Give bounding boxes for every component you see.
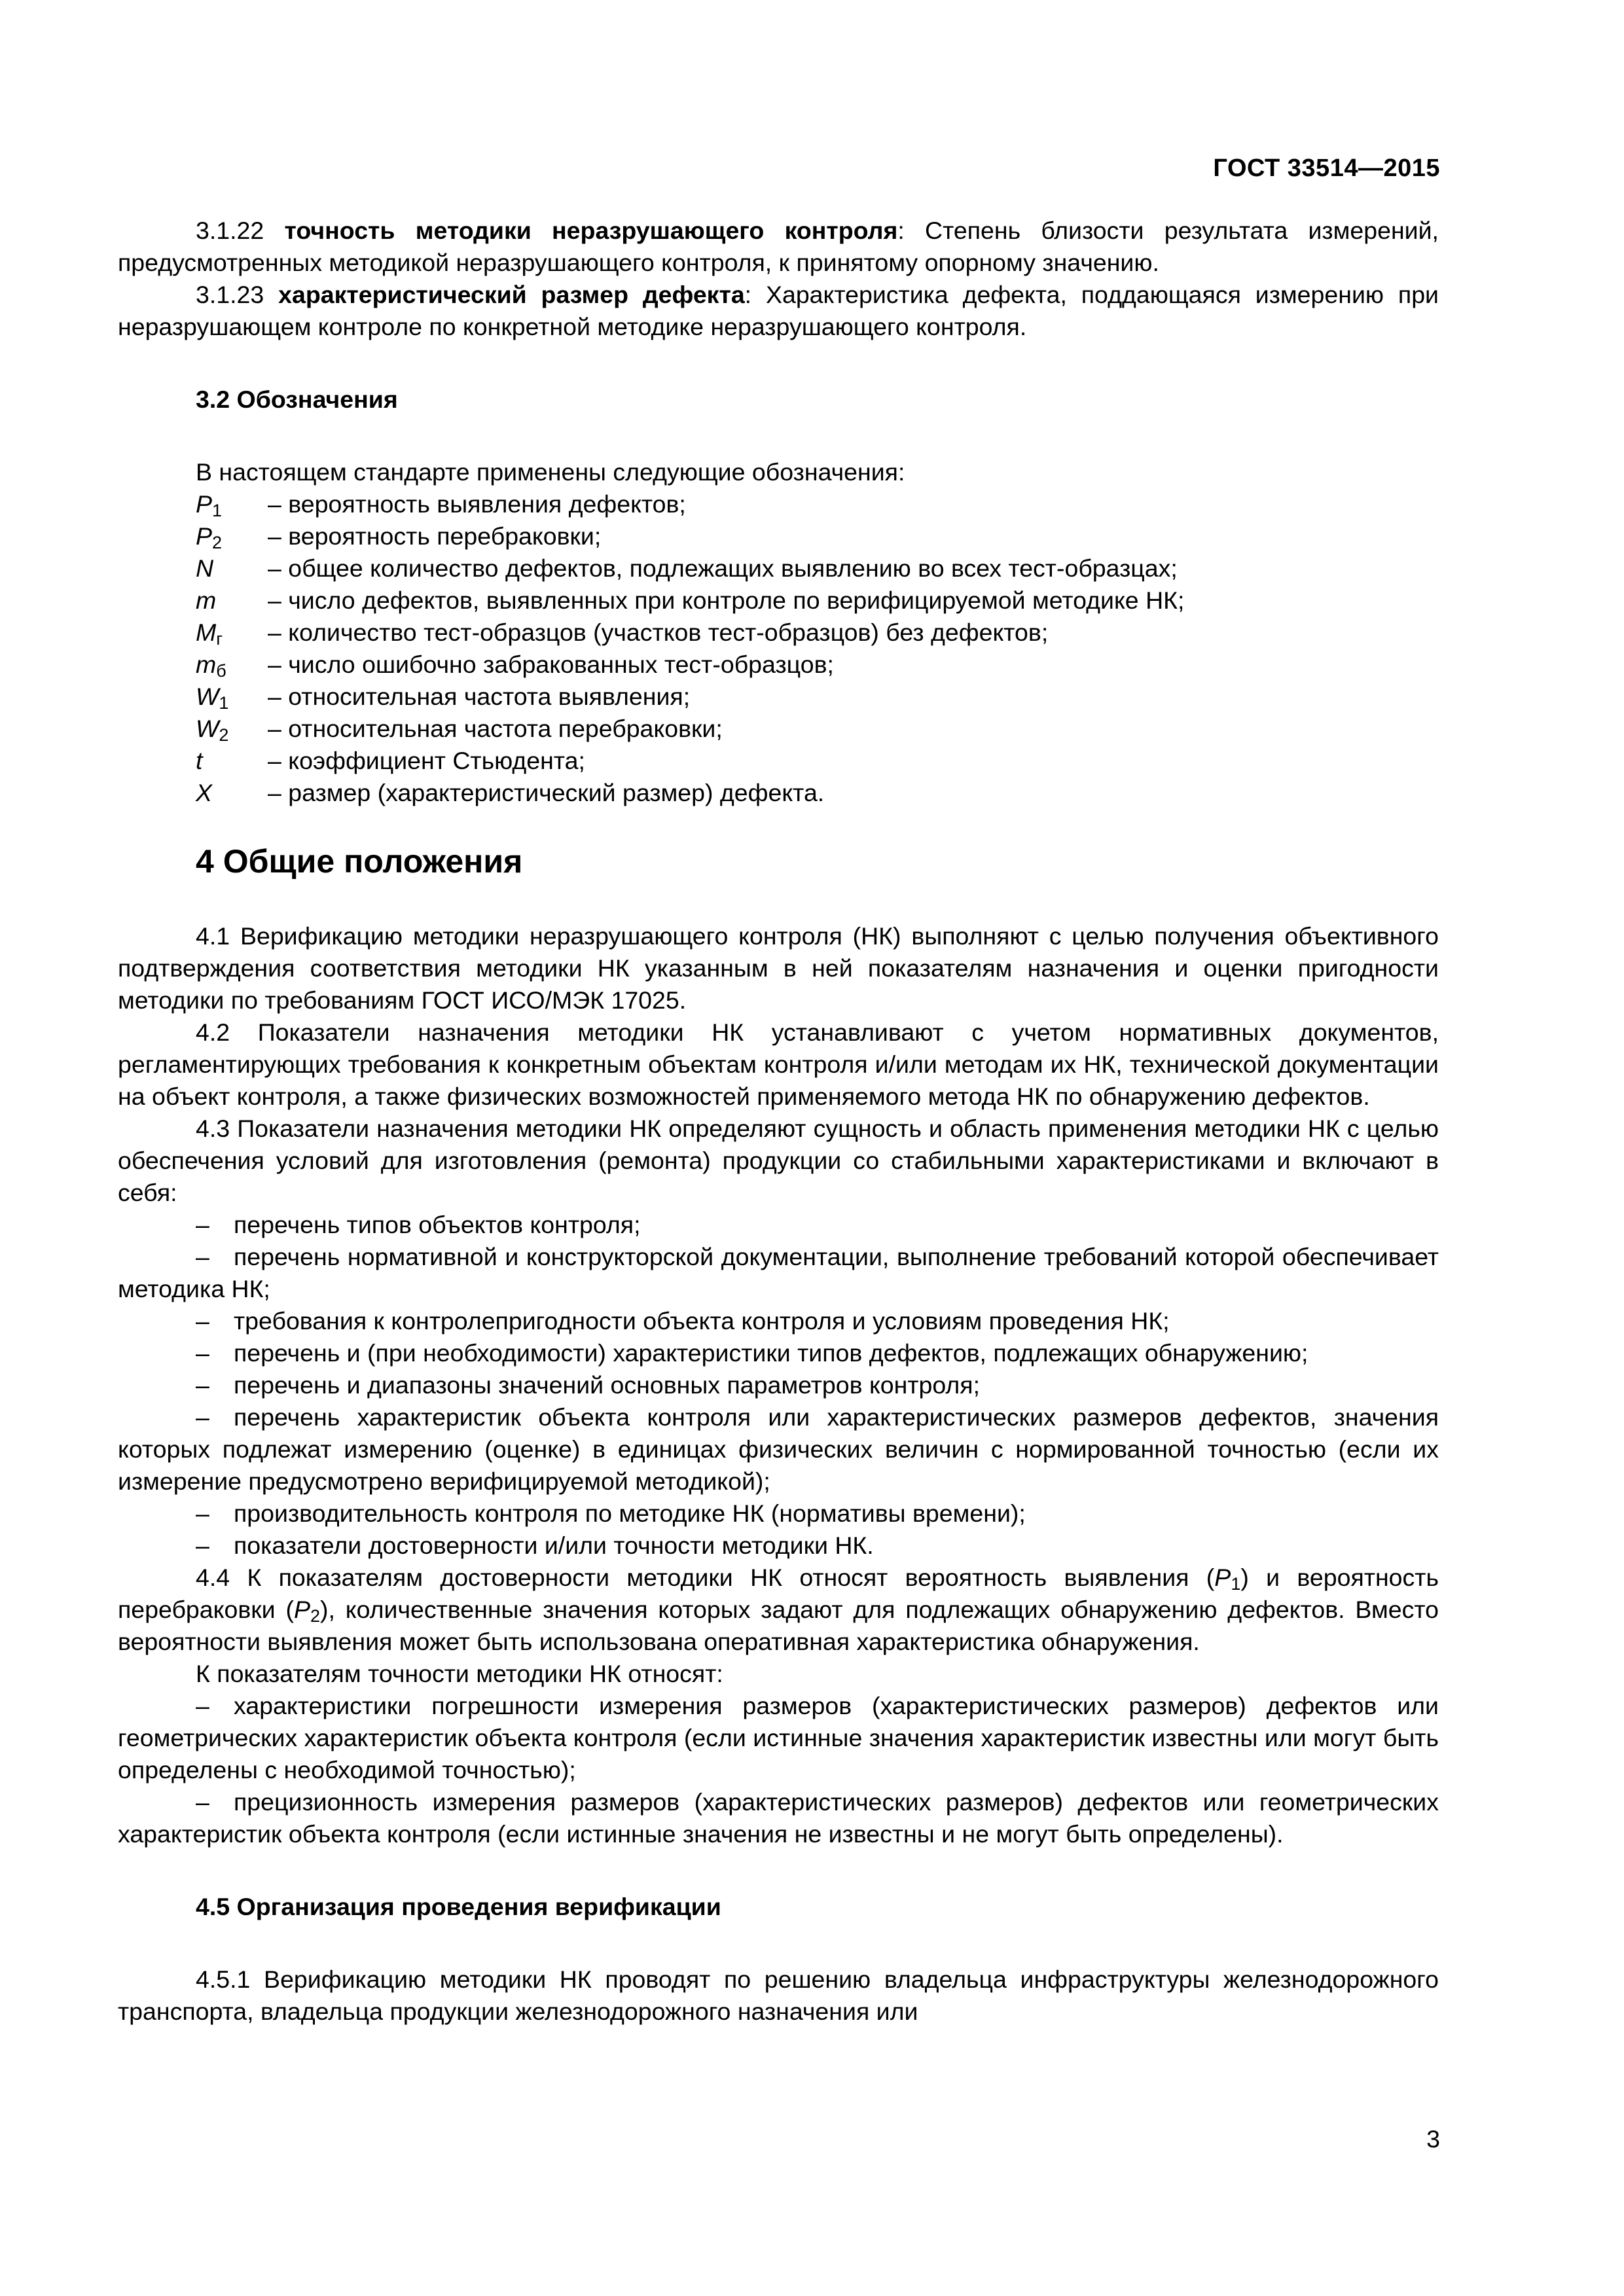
- symbol: $M_г$: [196, 619, 223, 649]
- symbol: $P_1$: [196, 490, 223, 520]
- clause-number: 3.1.23: [196, 281, 264, 308]
- symbol: $P_2$: [196, 522, 223, 552]
- clause-4-5-1: 4.5.1 Верификацию методики НК проводят по решению владельца инфраструктуры железнодорожного транспорта, владельца продукции железнодорожного назначения или: [118, 1965, 1439, 2025]
- symbols-intro: В настоящем стандарте применены следующие обозначения:: [196, 458, 905, 486]
- list-item: – производительность контроля по методике НК (нормативы времени);: [118, 1498, 1439, 1530]
- symbol: m: [196, 586, 217, 614]
- list-item: – перечень и диапазоны значений основных параметров контроля;: [118, 1369, 1439, 1401]
- symbol-description: – вероятность перебраковки;: [268, 522, 602, 550]
- list-item: – перечень типов объектов контроля;: [118, 1209, 1439, 1241]
- list-item: – перечень характеристик объекта контроля или характеристических размеров дефектов, значения которых подлежат измерению (оценке) в единицах физических величин с нормированной точностью (если их измерение предусмотрено верифицируемой методикой);: [118, 1401, 1439, 1498]
- symbol: $W_1$: [196, 683, 229, 713]
- symbol-description: – количество тест-образцов (участков тест-образцов) без дефектов;: [268, 619, 1049, 646]
- symbol-row: [196, 617, 1439, 649]
- symbol-row: [196, 520, 1439, 552]
- accuracy-intro: К показателям точности методики НК относят:: [196, 1660, 723, 1687]
- symbol-row: [196, 777, 1439, 809]
- symbol-description: – общее количество дефектов, подлежащих выявлению во всех тест-образцах;: [268, 554, 1178, 582]
- symbol-row: [196, 745, 1439, 777]
- list-item: – перечень нормативной и конструкторской документации, выполнение требований которой обеспечивает методика НК;: [118, 1241, 1439, 1305]
- list-item: – прецизионность измерения размеров (характеристических размеров) дефектов или геометрических характеристик объекта контроля (если истинные значения не известны и не могут быть определены).: [118, 1786, 1439, 1850]
- list-item: – характеристики погрешности измерения размеров (характеристических размеров) дефектов или геометрических характеристик объекта контроля (если истинные значения характеристик известны или могут быть определены с необходимой точностью);: [118, 1690, 1439, 1786]
- section-3-2-title: 3.2 Обозначения: [196, 386, 398, 413]
- dash-marker: –: [196, 1499, 209, 1527]
- page-number: 3: [1426, 2125, 1440, 2153]
- section-4-5-title: 4.5 Организация проведения верификации: [196, 1893, 721, 1920]
- dash-marker: –: [196, 1339, 209, 1367]
- dash-marker: –: [196, 1211, 209, 1238]
- doc-code-header: ГОСТ 33514—2015: [1213, 154, 1440, 182]
- clause-definition: : Степень близости результата измерений, предусмотренных методикой неразрушающего контроля, к принятому опорному значению.: [118, 217, 1439, 276]
- clause-4-4: 4.4 К показателям достоверности методики НК относят вероятность выявления $(P_1)$ и вероятность перебраковки $(P_2)$, количественные значения которых задают для подлежащих обнаружению дефектов. Вместо вероятности выявления может быть использована оперативная характеристика обнаружения.: [118, 1564, 1439, 1655]
- list-item: – перечень и (при необходимости) характеристики типов дефектов, подлежащих обнаружению;: [118, 1337, 1439, 1369]
- clause-definition: : Характеристика дефекта, поддающаяся измерению при неразрушающем контроле по конкретной методике неразрушающего контроля.: [118, 281, 1439, 340]
- symbol-description: – коэффициент Стьюдента;: [268, 747, 585, 774]
- clause-term: точность методики неразрушающего контроля: [284, 217, 898, 244]
- symbol-description: – вероятность выявления дефектов;: [268, 490, 686, 518]
- symbol-row: [196, 649, 1439, 681]
- list-item: – показатели достоверности и/или точности методики НК.: [118, 1530, 1439, 1562]
- clause-4-3-list: [118, 1209, 1439, 1562]
- symbol-row: [196, 584, 1439, 617]
- clause-term: характеристический размер дефекта: [278, 281, 745, 308]
- clause-number: 3.1.22: [196, 217, 264, 244]
- symbol-description: – число ошибочно забракованных тест-образцов;: [268, 651, 834, 678]
- symbol-description: – относительная частота выявления;: [268, 683, 691, 710]
- dash-marker: –: [196, 1692, 209, 1719]
- symbol-row: [196, 552, 1439, 584]
- dash-marker: –: [196, 1307, 209, 1335]
- clause-4-2: 4.2 Показатели назначения методики НК устанавливают с учетом нормативных документов, регламентирующих требования к конкретным объектам контроля и/или методам их НК, технической документации на объект контроля, а также физических возможностей применяемого метода НК по обнаружению дефектов.: [118, 1018, 1439, 1110]
- dash-marker: –: [196, 1788, 209, 1816]
- clause-4-4-list: [118, 1690, 1439, 1850]
- dash-marker: –: [196, 1243, 209, 1270]
- clause-3-1-23: [118, 279, 1439, 343]
- symbol: N: [196, 554, 214, 582]
- symbol-row: [196, 713, 1439, 745]
- dash-marker: –: [196, 1532, 209, 1559]
- clause-4-3: 4.3 Показатели назначения методики НК определяют сущность и область применения методики НК с целью обеспечения условий для изготовления (ремонта) продукции со стабильными характеристиками и включают в себя:: [118, 1115, 1439, 1206]
- symbol-description: – размер (характеристический размер) дефекта.: [268, 779, 825, 806]
- symbol: t: [196, 747, 203, 774]
- symbol-description: – число дефектов, выявленных при контроле по верифицируемой методике НК;: [268, 586, 1185, 614]
- symbol: X: [196, 779, 213, 806]
- list-item: – требования к контролепригодности объекта контроля и условиям проведения НК;: [118, 1305, 1439, 1337]
- symbol-description: – относительная частота перебраковки;: [268, 715, 723, 742]
- dash-marker: –: [196, 1403, 209, 1431]
- dash-marker: –: [196, 1371, 209, 1399]
- symbol-row: [196, 488, 1439, 520]
- symbol-row: [196, 681, 1439, 713]
- page-content: [118, 215, 1439, 2028]
- clause-4-1: 4.1 Верификацию методики неразрушающего контроля (НК) выполняют с целью получения объективного подтверждения соответствия методики НК указанным в ней показателям назначения и оценки пригодности методики по требованиям ГОСТ ИСО/МЭК 17025.: [118, 922, 1439, 1014]
- symbols-list: [118, 488, 1439, 809]
- clause-3-1-22: [118, 215, 1439, 279]
- symbol: $m_б$: [196, 651, 226, 681]
- symbol: $W_2$: [196, 715, 229, 745]
- section-4-title: 4 Общие положения: [196, 843, 523, 880]
